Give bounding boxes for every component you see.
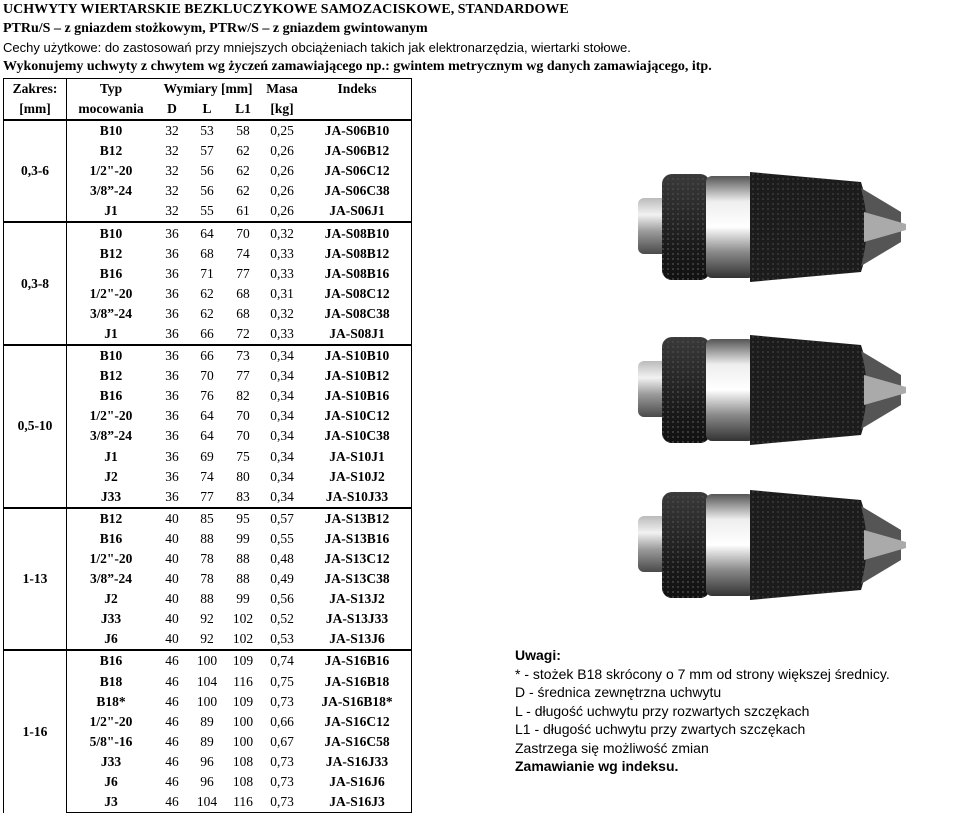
- mount-type-cell: B18*: [96, 693, 126, 709]
- mass-cell: 0,73: [270, 774, 294, 790]
- length-l-cell: 56: [200, 163, 214, 179]
- table-body: [4, 120, 412, 813]
- length-l-cell: 64: [200, 428, 214, 444]
- col-header-l: L: [189, 99, 225, 120]
- note-line: * - stożek B18 skrócony o 7 mm od strony większej średnicy.: [515, 665, 890, 682]
- length-l-cell: 66: [200, 325, 214, 341]
- diameter-d-cell: 46: [165, 733, 179, 749]
- length-l1-cell: 77: [236, 368, 250, 384]
- length-l-cell: 78: [200, 551, 214, 567]
- length-l1-cell: 108: [232, 753, 254, 769]
- diameter-d-cell: 40: [165, 551, 179, 567]
- length-l-cell: 88: [200, 530, 214, 546]
- length-l1-cell: 62: [236, 183, 250, 199]
- length-l1-cell: 88: [236, 551, 250, 567]
- mass-cell: 0,31: [270, 285, 294, 301]
- index-cell: JA-S10J2: [303, 467, 412, 487]
- index-cell: JA-S13C38: [303, 569, 412, 589]
- index-cell: JA-S16B18*: [303, 692, 412, 712]
- diameter-d-cell: 46: [165, 673, 179, 689]
- length-l1-cell: 100: [232, 733, 254, 749]
- index-cell: JA-S16J6: [303, 772, 412, 792]
- index-cell: JA-S10J33: [303, 487, 412, 508]
- length-l1-cell: 72: [236, 325, 250, 341]
- title: UCHWYTY WIERTARSKIE BEZKLUCZYKOWE SAMOZACISKOWE, STANDARDOWE: [3, 2, 569, 17]
- mass-cell: 0,73: [261, 792, 303, 813]
- mass-cell: 0,26: [270, 183, 294, 199]
- mount-type-cell: J33: [100, 611, 122, 627]
- order-note: Zamawianie wg indeksu.: [515, 758, 679, 774]
- mass-cell: 0,56: [270, 591, 294, 607]
- length-l1-cell: 88: [236, 571, 250, 587]
- col-header-mass: Masa: [261, 79, 303, 100]
- length-l1-cell: 102: [232, 631, 254, 647]
- mount-type-cell: J1: [104, 325, 118, 341]
- mass-cell: 0,34: [270, 488, 294, 504]
- index-cell: JA-S10B16: [303, 386, 412, 406]
- length-l1-cell: 73: [225, 345, 261, 366]
- mount-type-cell: 3/8”-24: [90, 428, 132, 444]
- mount-type-cell: B18: [99, 673, 123, 689]
- diameter-d-cell: 40: [165, 611, 179, 627]
- mass-cell: 0,34: [270, 428, 294, 444]
- length-l-cell: 71: [200, 265, 214, 281]
- col-header-l1: L1: [225, 99, 261, 120]
- length-l1-cell: 102: [232, 611, 254, 627]
- mount-type-cell: J6: [104, 631, 118, 647]
- length-l1-cell: 116: [233, 673, 253, 689]
- length-l-cell: 100: [196, 693, 218, 709]
- index-cell: JA-S16J33: [303, 752, 412, 772]
- mount-type-cell: 5/8"-16: [89, 733, 133, 749]
- table-row: [4, 508, 412, 529]
- diameter-d-cell: 46: [165, 693, 179, 709]
- features-text: Cechy użytkowe: do zastosowań przy mniejszych obciążeniach takich jak elektronarzędzia, wiertarki stołowe.: [3, 40, 631, 55]
- length-l-cell: 68: [200, 245, 214, 261]
- diameter-d-cell: 36: [155, 222, 189, 243]
- col-header-range: Zakres:: [4, 79, 67, 100]
- specification-table: [3, 78, 412, 813]
- note-line: L - długość uchwytu przy rozwartych szczękach: [515, 702, 810, 719]
- index-cell: JA-S08C12: [303, 284, 412, 304]
- length-l-cell: 74: [200, 468, 214, 484]
- index-cell: JA-S10B10: [303, 345, 412, 366]
- mass-cell: 0,26: [270, 163, 294, 179]
- length-l-cell: 57: [200, 143, 214, 159]
- length-l-cell: 100: [189, 650, 225, 671]
- diameter-d-cell: 46: [155, 650, 189, 671]
- mass-cell: 0,49: [270, 571, 294, 587]
- length-l-cell: 66: [189, 345, 225, 366]
- mount-type-cell: 1/2"-20: [89, 408, 133, 424]
- mass-cell: 0,73: [270, 753, 294, 769]
- note-line: Zastrzega się możliwość zmian: [515, 739, 709, 756]
- length-l1-cell: 68: [236, 285, 250, 301]
- length-l-cell: 92: [200, 631, 214, 647]
- range-cell: 1-13: [4, 508, 67, 651]
- note-line: D - średnica zewnętrzna uchwytu: [515, 684, 722, 700]
- mount-type-cell: B12: [67, 508, 156, 529]
- mount-type-cell: B12: [99, 143, 123, 159]
- col-header-range-unit: [mm]: [4, 99, 67, 120]
- length-l-cell: 78: [200, 571, 214, 587]
- diameter-d-cell: 40: [165, 591, 179, 607]
- length-l1-cell: 74: [236, 245, 250, 261]
- mass-cell: 0,33: [270, 265, 294, 281]
- mass-cell: 0,25: [261, 120, 303, 141]
- mount-type-cell: J3: [67, 792, 156, 813]
- diameter-d-cell: 36: [165, 448, 179, 464]
- mass-cell: 0,26: [270, 143, 294, 159]
- mass-cell: 0,34: [270, 368, 294, 384]
- diameter-d-cell: 32: [165, 163, 179, 179]
- range-cell: 1-16: [4, 650, 67, 812]
- diameter-d-cell: 40: [165, 530, 179, 546]
- index-cell: JA-S13B12: [303, 508, 412, 529]
- mass-cell: 0,34: [270, 468, 294, 484]
- index-cell: JA-S10C12: [303, 406, 412, 426]
- diameter-d-cell: 40: [165, 631, 179, 647]
- diameter-d-cell: 32: [165, 183, 179, 199]
- mass-cell: 0,34: [270, 388, 294, 404]
- index-cell: JA-S06B10: [303, 120, 412, 141]
- mass-cell: 0,34: [261, 345, 303, 366]
- mount-type-cell: B10: [67, 120, 156, 141]
- diameter-d-cell: 36: [165, 388, 179, 404]
- mount-type-cell: B10: [67, 222, 156, 243]
- diameter-d-cell: 46: [155, 792, 189, 813]
- length-l1-cell: 80: [236, 468, 250, 484]
- mass-cell: 0,53: [270, 631, 294, 647]
- index-cell: JA-S16B16: [303, 650, 412, 671]
- mount-type-cell: 1/2"-20: [89, 713, 133, 729]
- col-header-index: Indeks: [303, 79, 412, 100]
- table-row: [4, 345, 412, 366]
- mount-type-cell: 1/2"-20: [89, 163, 133, 179]
- diameter-d-cell: 46: [165, 753, 179, 769]
- index-cell: JA-S08B16: [303, 264, 412, 284]
- table-row: [4, 650, 412, 671]
- length-l-cell: 77: [200, 488, 214, 504]
- index-cell: JA-S08B10: [303, 222, 412, 243]
- table-row: [4, 120, 412, 141]
- length-l-cell: 96: [200, 774, 214, 790]
- index-cell: JA-S10B12: [303, 366, 412, 386]
- length-l-cell: 53: [189, 120, 225, 141]
- mass-cell: 0,73: [270, 693, 294, 709]
- length-l-cell: 62: [200, 285, 214, 301]
- index-cell: JA-S06B12: [303, 141, 412, 161]
- index-cell: JA-S16J3: [303, 792, 412, 813]
- mount-type-cell: 3/8”-24: [90, 571, 132, 587]
- diameter-d-cell: 36: [165, 245, 179, 261]
- length-l1-cell: 108: [232, 774, 254, 790]
- length-l1-cell: 70: [236, 408, 250, 424]
- index-cell: JA-S08C38: [303, 304, 412, 324]
- length-l1-cell: 100: [232, 713, 254, 729]
- diameter-d-cell: 36: [165, 305, 179, 321]
- length-l-cell: 62: [200, 305, 214, 321]
- subtitle: PTRu/S – z gniazdem stożkowym, PTRw/S – z gniazdem gwintowanym: [3, 21, 428, 36]
- length-l1-cell: 99: [236, 530, 250, 546]
- length-l-cell: 56: [200, 183, 214, 199]
- length-l-cell: 70: [200, 368, 214, 384]
- col-header-d: D: [155, 99, 189, 120]
- mass-cell: 0,66: [270, 713, 294, 729]
- mass-cell: 0,67: [270, 733, 294, 749]
- index-cell: JA-S16C12: [303, 712, 412, 732]
- mount-type-cell: B16: [99, 530, 123, 546]
- table-row: [4, 222, 412, 243]
- diameter-d-cell: 36: [165, 468, 179, 484]
- mount-type-cell: J33: [100, 488, 122, 504]
- length-l-cell: 85: [189, 508, 225, 529]
- length-l-cell: 69: [200, 448, 214, 464]
- length-l1-cell: 58: [225, 120, 261, 141]
- range-cell: 0,3-6: [4, 120, 67, 222]
- length-l1-cell: 75: [236, 448, 250, 464]
- length-l1-cell: 70: [236, 428, 250, 444]
- notes-title: Uwagi:: [515, 647, 561, 663]
- length-l1-cell: 99: [236, 591, 250, 607]
- mount-type-cell: B16: [99, 265, 123, 281]
- mass-cell: 0,33: [270, 245, 294, 261]
- diameter-d-cell: 40: [165, 571, 179, 587]
- length-l-cell: 89: [200, 733, 214, 749]
- diameter-d-cell: 46: [165, 713, 179, 729]
- index-cell: JA-S13B16: [303, 529, 412, 549]
- col-header-mass-unit: [kg]: [261, 99, 303, 120]
- mass-cell: 0,75: [270, 673, 294, 689]
- diameter-d-cell: 36: [165, 408, 179, 424]
- length-l-cell: 89: [200, 713, 214, 729]
- mount-type-cell: J2: [104, 591, 118, 607]
- mount-type-cell: B12: [99, 245, 123, 261]
- mount-type-cell: 1/2"-20: [89, 285, 133, 301]
- length-l-cell: 55: [200, 203, 214, 219]
- drill-chuck-icon: [636, 315, 956, 470]
- length-l1-cell: 109: [225, 650, 261, 671]
- mass-cell: 0,26: [270, 203, 294, 219]
- index-cell: JA-S13J2: [303, 589, 412, 609]
- mount-type-cell: B12: [99, 368, 123, 384]
- mount-type-cell: J1: [104, 203, 118, 219]
- length-l1-cell: 95: [225, 508, 261, 529]
- mount-type-cell: J6: [104, 774, 118, 790]
- index-cell: JA-S13J6: [303, 629, 412, 650]
- col-header-dims: Wymiary [mm]: [155, 79, 261, 100]
- diameter-d-cell: 36: [165, 265, 179, 281]
- index-cell: JA-S13J33: [303, 609, 412, 629]
- range-cell: 0,5-10: [4, 345, 67, 508]
- length-l1-cell: 109: [232, 693, 254, 709]
- diameter-d-cell: 46: [165, 774, 179, 790]
- mount-type-cell: J33: [100, 753, 122, 769]
- range-cell: 0,3-8: [4, 222, 67, 345]
- index-cell: JA-S06C38: [303, 181, 412, 201]
- col-header-type: Typ: [67, 79, 156, 100]
- index-cell: JA-S16C58: [303, 732, 412, 752]
- diameter-d-cell: 36: [165, 488, 179, 504]
- mass-cell: 0,33: [270, 325, 294, 341]
- mass-cell: 0,34: [270, 448, 294, 464]
- mass-cell: 0,34: [270, 408, 294, 424]
- diameter-d-cell: 36: [165, 368, 179, 384]
- length-l1-cell: 82: [236, 388, 250, 404]
- length-l1-cell: 116: [225, 792, 261, 813]
- note-line: L1 - długość uchwytu przy zwartych szczękach: [515, 721, 806, 737]
- mass-cell: 0,48: [270, 551, 294, 567]
- mount-type-cell: B10: [67, 345, 156, 366]
- length-l1-cell: 61: [236, 203, 250, 219]
- notes: [515, 646, 890, 776]
- length-l1-cell: 62: [236, 143, 250, 159]
- mount-type-cell: B16: [99, 388, 123, 404]
- drill-chuck-icon: [636, 152, 956, 307]
- mount-type-cell: J2: [104, 468, 118, 484]
- diameter-d-cell: 40: [155, 508, 189, 529]
- mass-cell: 0,57: [261, 508, 303, 529]
- index-cell: JA-S13C12: [303, 549, 412, 569]
- length-l1-cell: 62: [236, 163, 250, 179]
- index-cell: JA-S16B18: [303, 672, 412, 692]
- length-l1-cell: 68: [236, 305, 250, 321]
- length-l1-cell: 70: [225, 222, 261, 243]
- mass-cell: 0,32: [261, 222, 303, 243]
- length-l-cell: 104: [189, 792, 225, 813]
- length-l-cell: 104: [196, 673, 218, 689]
- mount-type-cell: 1/2"-20: [89, 551, 133, 567]
- length-l1-cell: 77: [236, 265, 250, 281]
- index-cell: JA-S06J1: [303, 201, 412, 222]
- length-l-cell: 64: [189, 222, 225, 243]
- index-cell: JA-S08B12: [303, 244, 412, 264]
- col-header-mount: mocowania: [67, 99, 156, 120]
- mass-cell: 0,74: [261, 650, 303, 671]
- length-l1-cell: 83: [236, 488, 250, 504]
- diameter-d-cell: 36: [165, 325, 179, 341]
- document-header: [3, 0, 712, 76]
- diameter-d-cell: 36: [165, 428, 179, 444]
- drill-chuck-icon: [636, 470, 956, 625]
- mount-type-cell: 3/8”-24: [90, 305, 132, 321]
- diameter-d-cell: 36: [155, 345, 189, 366]
- length-l-cell: 64: [200, 408, 214, 424]
- mass-cell: 0,52: [270, 611, 294, 627]
- length-l-cell: 96: [200, 753, 214, 769]
- index-cell: JA-S06C12: [303, 161, 412, 181]
- diameter-d-cell: 32: [165, 143, 179, 159]
- mount-type-cell: J1: [104, 448, 118, 464]
- mass-cell: 0,55: [270, 530, 294, 546]
- length-l-cell: 92: [200, 611, 214, 627]
- index-cell: JA-S10C38: [303, 426, 412, 446]
- index-cell: JA-S08J1: [303, 324, 412, 345]
- mount-type-cell: B16: [67, 650, 156, 671]
- length-l-cell: 88: [200, 591, 214, 607]
- mass-cell: 0,32: [270, 305, 294, 321]
- custom-order-text: Wykonujemy uchwyty z chwytem wg życzeń zamawiającego np.: gwintem metrycznym wg danych zamawiającego, itp.: [3, 59, 712, 74]
- index-cell: JA-S10J1: [303, 447, 412, 467]
- mount-type-cell: 3/8”-24: [90, 183, 132, 199]
- diameter-d-cell: 32: [165, 203, 179, 219]
- diameter-d-cell: 32: [155, 120, 189, 141]
- diameter-d-cell: 36: [165, 285, 179, 301]
- length-l-cell: 76: [200, 388, 214, 404]
